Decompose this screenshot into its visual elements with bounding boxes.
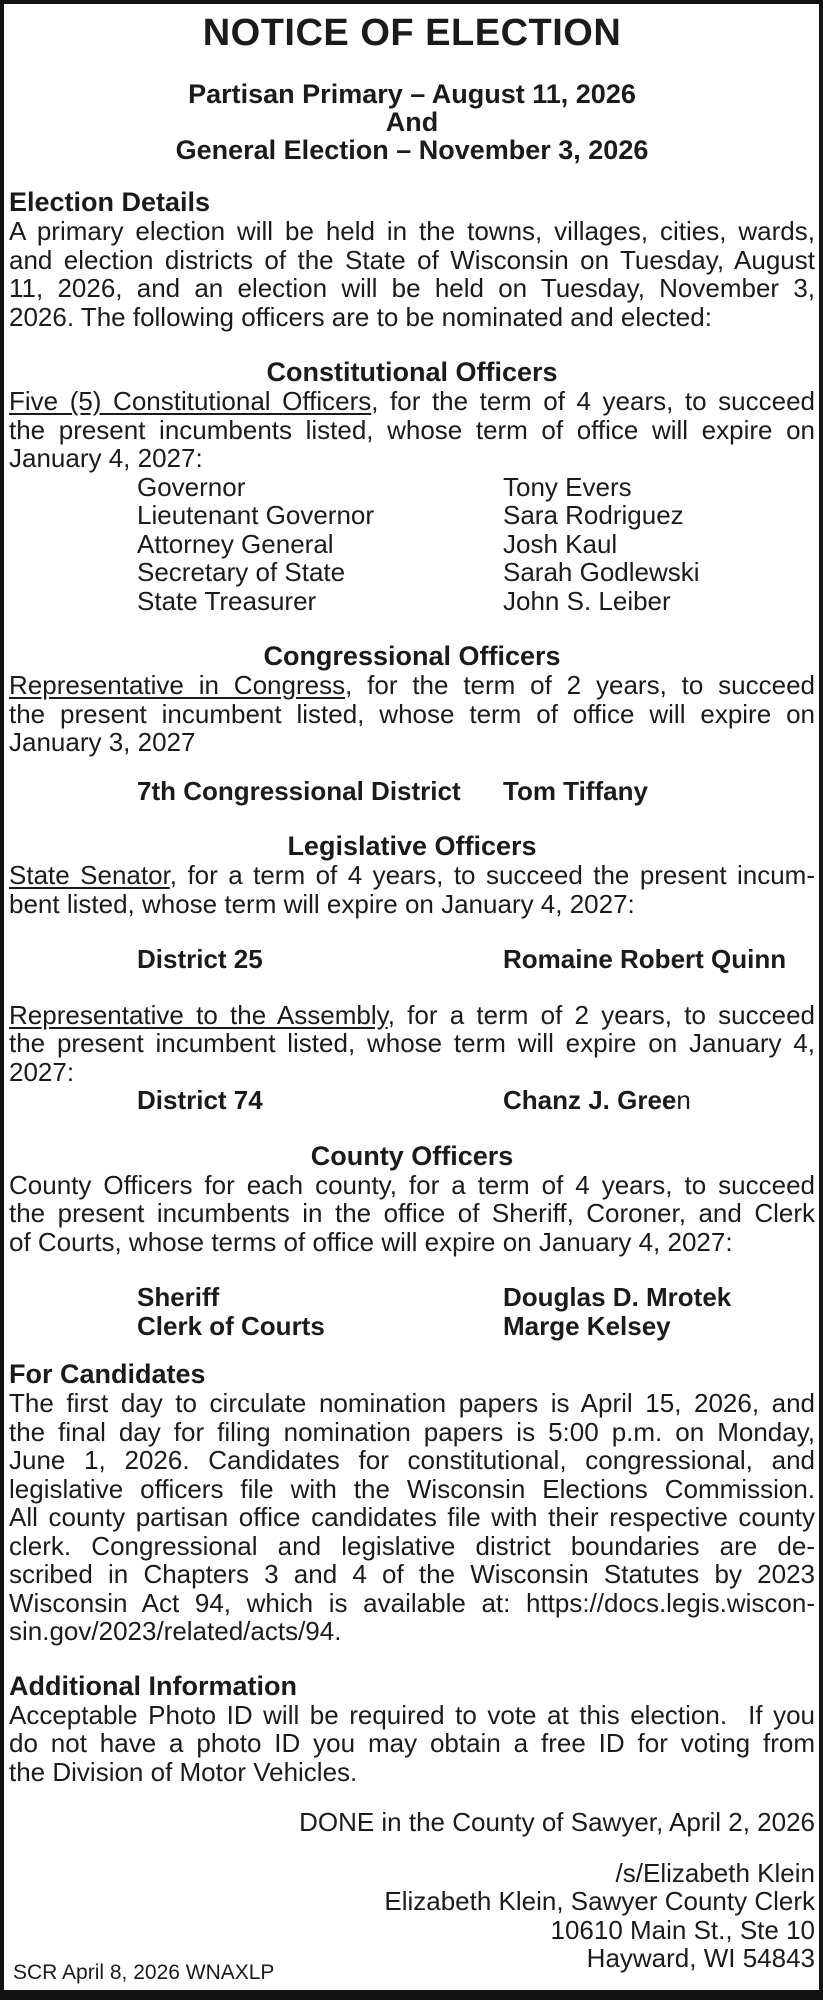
notice-line: A primary election will be held in the towns, villages, cities, wards, [9, 216, 815, 246]
officer-row [9, 945, 815, 974]
notice-line: scribed in Chapters 3 and 4 of the Wisconsin Statutes by 2023 [9, 1559, 815, 1589]
office-title: 7th Congressional District [137, 775, 461, 806]
incumbent-name: Romaine Robert Quinn [503, 944, 787, 974]
line-text: , for a term of 2 years, to succeed [387, 999, 815, 1030]
incumbent-name: Marge Kelsey [503, 1310, 671, 1341]
notice-line: Acceptable Photo ID will be required to vote at this election. If you [9, 1699, 815, 1730]
congressional-district-list [9, 777, 815, 806]
notice-line: 10610 Main St., Ste 10 [550, 1914, 815, 1945]
legislative-officers-heading: Legislative Officers [287, 831, 537, 861]
election-details-heading: Election Details [9, 187, 211, 217]
officer-row [9, 530, 815, 559]
officer-row [9, 777, 815, 806]
notice-line: the present incumbent listed, whose term of office will expire on [9, 698, 815, 729]
officer-row [9, 501, 815, 530]
notice-line: Wisconsin Act 94, which is available at: https://docs.legis.wiscon- [9, 1587, 815, 1618]
line-text: , for the term of 4 years, to succeed [371, 386, 816, 416]
for-candidates-heading: For Candidates [9, 1359, 206, 1389]
underlined-office-phrase: Representative in Congress [9, 670, 346, 700]
incumbent-name: Tom Tiffany [503, 775, 648, 806]
additional-information-paragraph [9, 1701, 815, 1787]
incumbent-name: Tony Evers [503, 471, 632, 502]
incumbent-name: Chanz J. Green [503, 1085, 691, 1115]
election-details-paragraph [9, 217, 815, 331]
underlined-office-phrase: Representative to the Assembly [9, 999, 388, 1030]
county-officers-list [9, 1283, 815, 1340]
incumbent-name: Douglas D. Mrotek [503, 1282, 732, 1312]
notice-line [9, 387, 815, 416]
notice-line [9, 1001, 815, 1030]
incumbent-name: Sara Rodriguez [503, 500, 684, 530]
notice-line: the Division of Motor Vehicles. [9, 1756, 358, 1787]
notice-line: All county partisan office candidates file with their respective county [9, 1502, 815, 1532]
notice-line: clerk. Congressional and legislative district boundaries are de- [9, 1530, 815, 1561]
notice-line: bent listed, whose term will expire on January 4, 2027: [9, 888, 635, 919]
congressional-officers-heading: Congressional Officers [263, 641, 561, 671]
additional-information-heading: Additional Information [9, 1670, 297, 1701]
notice-line: June 1, 2026. Candidates for constitutional, congressional, and [9, 1445, 815, 1475]
assembly-district-list [9, 1086, 815, 1115]
notice-line: Partisan Primary – August 11, 2026 [188, 79, 636, 109]
notice-line: sin.gov/2023/related/acts/94. [9, 1616, 342, 1646]
congressional-officers-paragraph [9, 671, 815, 757]
constitutional-officers-paragraph [9, 387, 815, 473]
incumbent-name: Josh Kaul [503, 528, 618, 559]
office-title: District 74 [137, 1085, 263, 1115]
office-title: Lieutenant Governor [137, 500, 375, 530]
office-title: District 25 [137, 944, 263, 974]
incumbent-name: John S. Leiber [503, 585, 671, 616]
office-title: Attorney General [137, 528, 334, 559]
notice-line: Elizabeth Klein, Sawyer County Clerk [384, 1886, 815, 1916]
notice-line [9, 861, 815, 890]
notice-line: January 3, 2027 [9, 727, 196, 757]
officer-row [9, 1312, 815, 1341]
incumbent-name-suffix: n [676, 1085, 691, 1115]
clerk-signature-block [9, 1859, 815, 1973]
notice-line: 2027: [9, 1056, 75, 1087]
notice-line: Hayward, WI 54843 [586, 1943, 815, 1973]
notice-line: and election districts of the State of Wisconsin on Tuesday, August [9, 244, 815, 275]
done-attestation-line: DONE in the County of Sawyer, April 2, 2026 [299, 1807, 815, 1837]
notice-title: NOTICE OF ELECTION [202, 12, 622, 54]
notice-line: of Courts, whose terms of office will expire on January 4, 2027: [9, 1226, 733, 1257]
notice-line: 11, 2026, and an election will be held on Tuesday, November 3, [9, 273, 815, 303]
notice-line: County Officers for each county, for a term of 4 years, to succeed [9, 1169, 815, 1200]
constitutional-officers-list [9, 473, 815, 616]
officer-row [9, 473, 815, 502]
notice-line: /s/Elizabeth Klein [615, 1857, 815, 1888]
notice-line: 2026. The following officers are to be nominated and elected: [9, 301, 712, 332]
office-title: State Treasurer [137, 585, 317, 616]
constitutional-officers-heading: Constitutional Officers [266, 357, 558, 387]
office-title: Secretary of State [137, 557, 346, 587]
notice-line: The first day to circulate nomination papers is April 15, 2026, and [9, 1388, 815, 1418]
state-senator-paragraph [9, 861, 815, 918]
notice-line: do not have a photo ID you may obtain a free ID for voting from [9, 1728, 815, 1758]
notice-line: General Election – November 3, 2026 [175, 135, 649, 165]
notice-line: the present incumbents listed, whose term of office will expire on [9, 414, 815, 445]
notice-line: legislative officers file with the Wisconsin Elections Commission. [9, 1473, 815, 1504]
line-text: , for a term of 4 years, to succeed the present incum- [169, 860, 815, 890]
underlined-office-phrase: State Senator [9, 860, 170, 890]
office-title: Clerk of Courts [137, 1310, 325, 1341]
officer-row [9, 1086, 815, 1115]
officer-row [9, 558, 815, 587]
county-officers-paragraph [9, 1171, 815, 1257]
notice-line: And [385, 107, 439, 137]
notice-line: the present incumbents in the office of Sheriff, Coroner, and Clerk [9, 1198, 815, 1228]
election-dates-subtitle [9, 80, 815, 164]
line-text: , for the term of 2 years, to succeed [345, 670, 815, 700]
office-title: Sheriff [137, 1282, 220, 1312]
notice-line: the final day for filing nomination papers is 5:00 p.m. on Monday, [9, 1416, 815, 1447]
office-title: Governor [137, 471, 246, 502]
officer-row [9, 587, 815, 616]
state-senator-district-list [9, 945, 815, 974]
officer-row [9, 1283, 815, 1312]
for-candidates-paragraph [9, 1389, 815, 1646]
county-officers-heading: County Officers [310, 1140, 514, 1171]
assembly-representative-paragraph [9, 1001, 815, 1087]
publication-footer: SCR April 8, 2026 WNAXLP [13, 1961, 275, 1984]
notice-line: January 4, 2027: [9, 443, 203, 473]
notice-line [9, 671, 815, 700]
incumbent-name: Sarah Godlewski [503, 557, 700, 587]
notice-line: the present incumbent listed, whose term will expire on January 4, [9, 1028, 815, 1058]
underlined-office-phrase: Five (5) Constitutional Officers [9, 386, 372, 416]
